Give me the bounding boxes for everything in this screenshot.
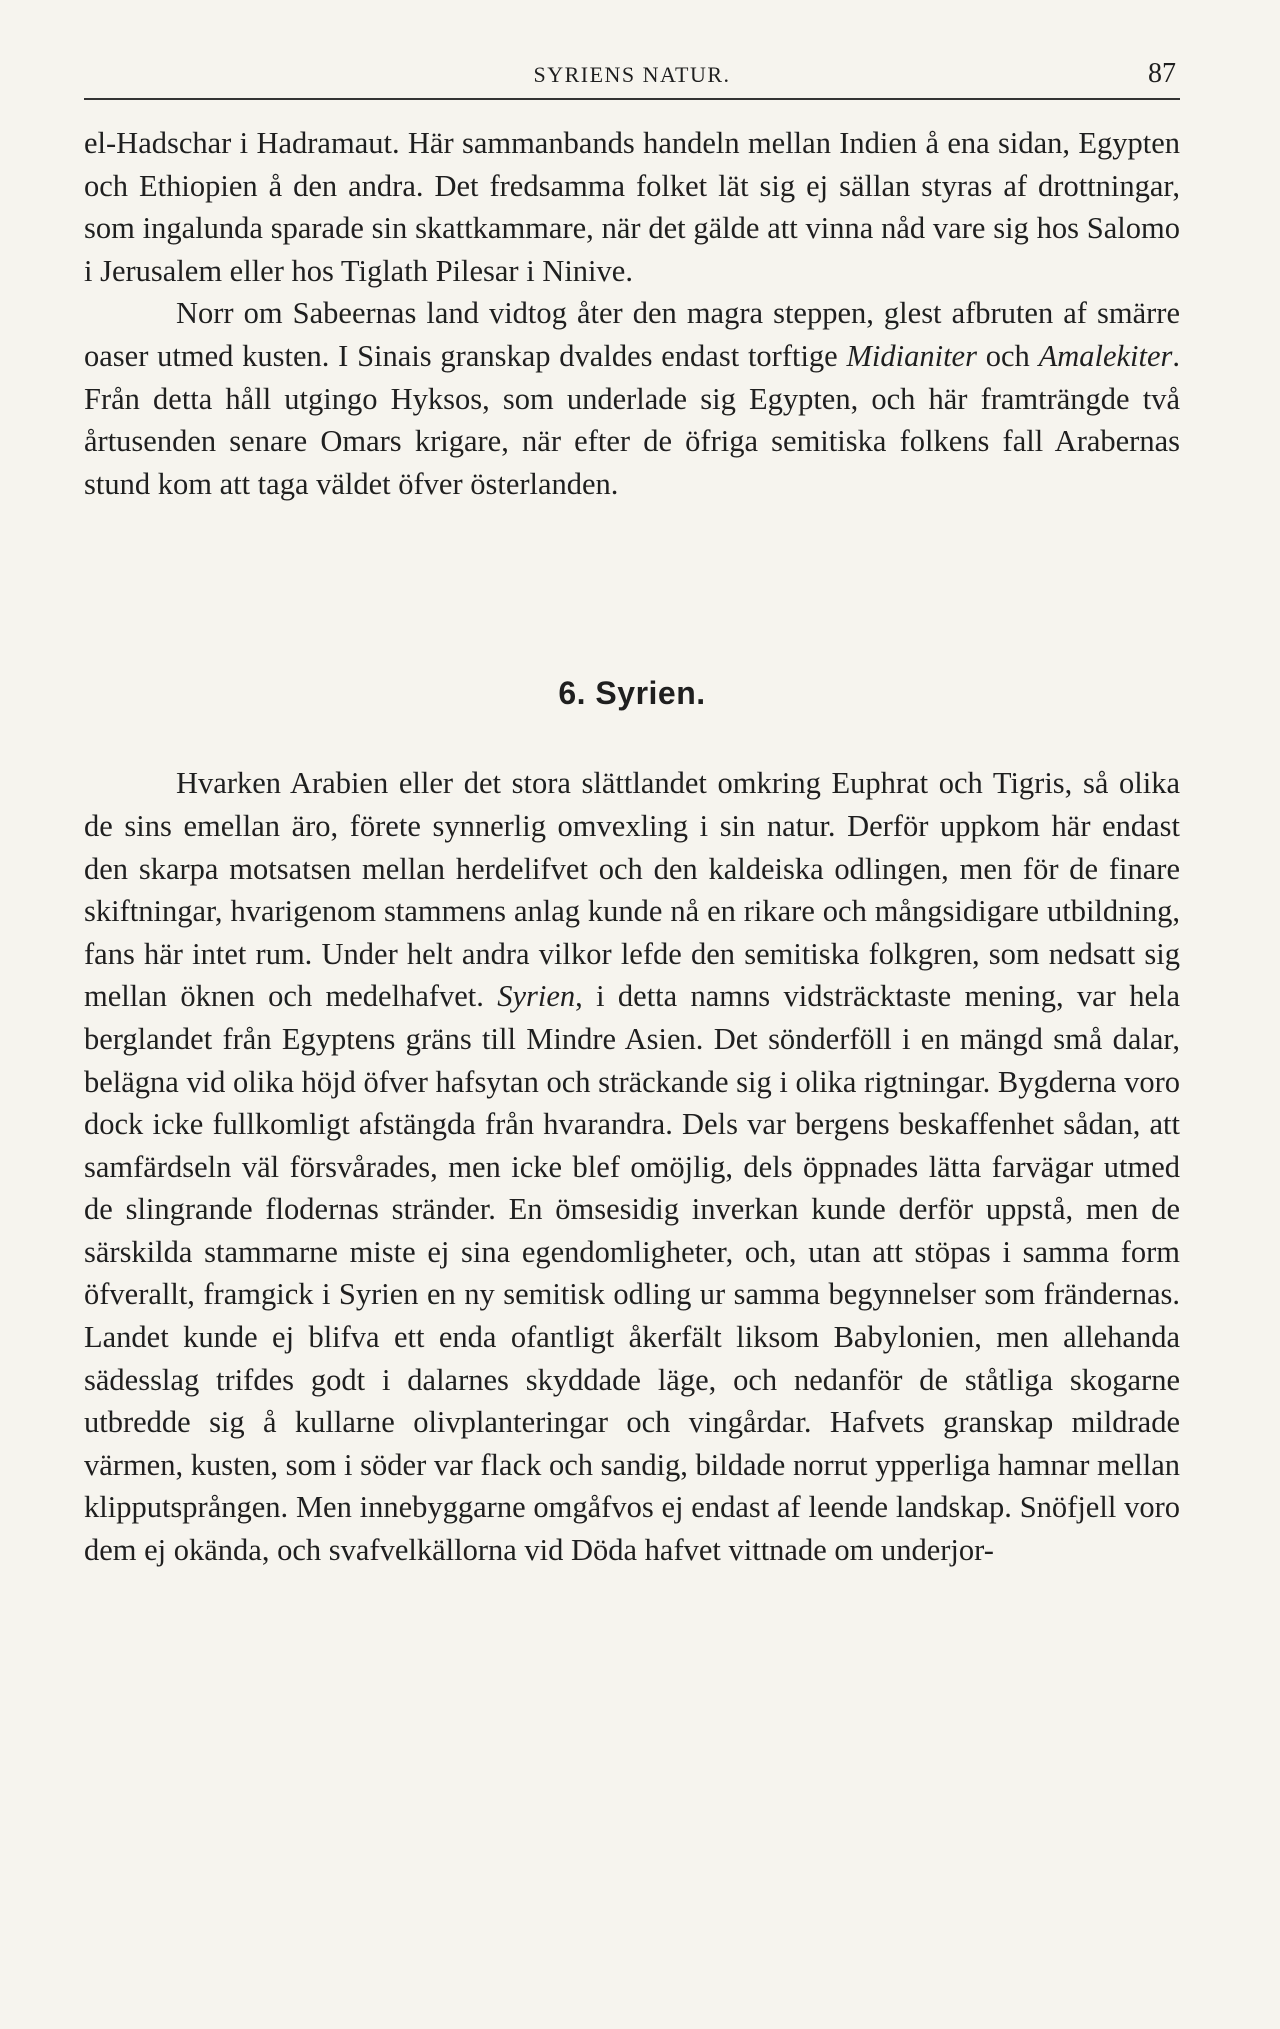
italic-term-midianiter: Midianiter — [846, 338, 977, 373]
text-run: , i detta namns vidsträcktaste mening, var hela berglandet från Egyptens gräns till Mindre Asien. Det sönderföll i en mängd små dalar, belägna vid olika höjd öfver hafsytan och sträckande sig i olika rigtningar. Bygderna voro dock icke fullkomligt afstängda från hvarandra. Dels var bergens beskaffenhet sådan, att samfärdseln väl försvårades, men icke blef omöjlig, dels öppnades lätta farvägar utmed de slingrande flodernas stränder. En ömsesidig inverkan kunde derför uppstå, men de särskilda stammarne miste ej sina egendomligheter, och, utan att stöpas i samma form öfverallt, framgick i Syrien en ny semitisk odling ur samma begynnelser som frändernas. Landet kunde ej blifva ett enda ofantligt åkerfält liksom Babylonien, men allehanda sädesslag trifdes godt i dalarnes skyddade läge, och nedanför de ståtliga skogarne utbredde sig å kullarne olivplanteringar och vingårdar. Hafvets granskap mildrade värmen, kusten, som i söder var flack och sandig, bildade norrut ypperliga hamnar mellan klipputsprången. Men innebyggarne omgåfvos ej endast af leende landskap. Snöfjell voro dem ej okända, och svafvelkällorna vid Döda hafvet vittnade om underjor- — [84, 979, 1181, 1568]
book-page — [84, 56, 1180, 1572]
running-header — [84, 56, 1180, 100]
page-number: 87 — [1148, 58, 1176, 89]
paragraph-syrien — [84, 762, 1180, 1571]
italic-term-amalekiter: Amalekiter — [1038, 338, 1173, 373]
running-title: SYRIENS NATUR. — [533, 62, 731, 87]
text-run: Norr om Sabeernas land vidtog åter den magra steppen, glest afbruten af smärre oaser utmed kusten. I Sinais granskap dvaldes endast torftige — [84, 296, 1180, 373]
text-run: Hvarken Arabien eller det stora slättlandet omkring Euphrat och Tigris, så olika de sins emellan äro, förete synnerlig omvexling i sin natur. Derför uppkom här endast den skarpa motsatsen mellan herdelifvet och den kaldeiska odlingen, men för de finare skiftningar, hvarigenom stammens anlag kunde nå en rikare och mångsidigare utbildning, fans här intet rum. Under helt andra vilkor lefde den semitiska folkgren, som nedsatt sig mellan öknen och medelhafvet. — [84, 766, 1180, 1014]
paragraph-continuation: el-Hadschar i Hadramaut. Här sammanbands handeln mellan Indien å ena sidan, Egypten och Ethiopien å den andra. Det fredsamma folket lät sig ej sällan styras af drottningar, som ingalunda sparade sin skattkammare, när det gälde att vinna nåd vare sig hos Salomo i Jerusalem eller hos Tiglath Pilesar i Ninive. — [84, 126, 1180, 288]
italic-term-syrien: Syrien — [497, 979, 576, 1014]
section-heading: 6. Syrien. — [558, 675, 706, 712]
text-run: . Från detta håll utgingo Hyksos, som underlade sig Egypten, och här framträngde två årtusenden senare Omars krigare, när efter de öfriga semitiska folkens fall Arabernas stund kom att taga väldet öfver österlanden. — [84, 338, 1180, 501]
paragraph-sinai — [84, 292, 1180, 505]
text-run: och — [976, 338, 1039, 373]
